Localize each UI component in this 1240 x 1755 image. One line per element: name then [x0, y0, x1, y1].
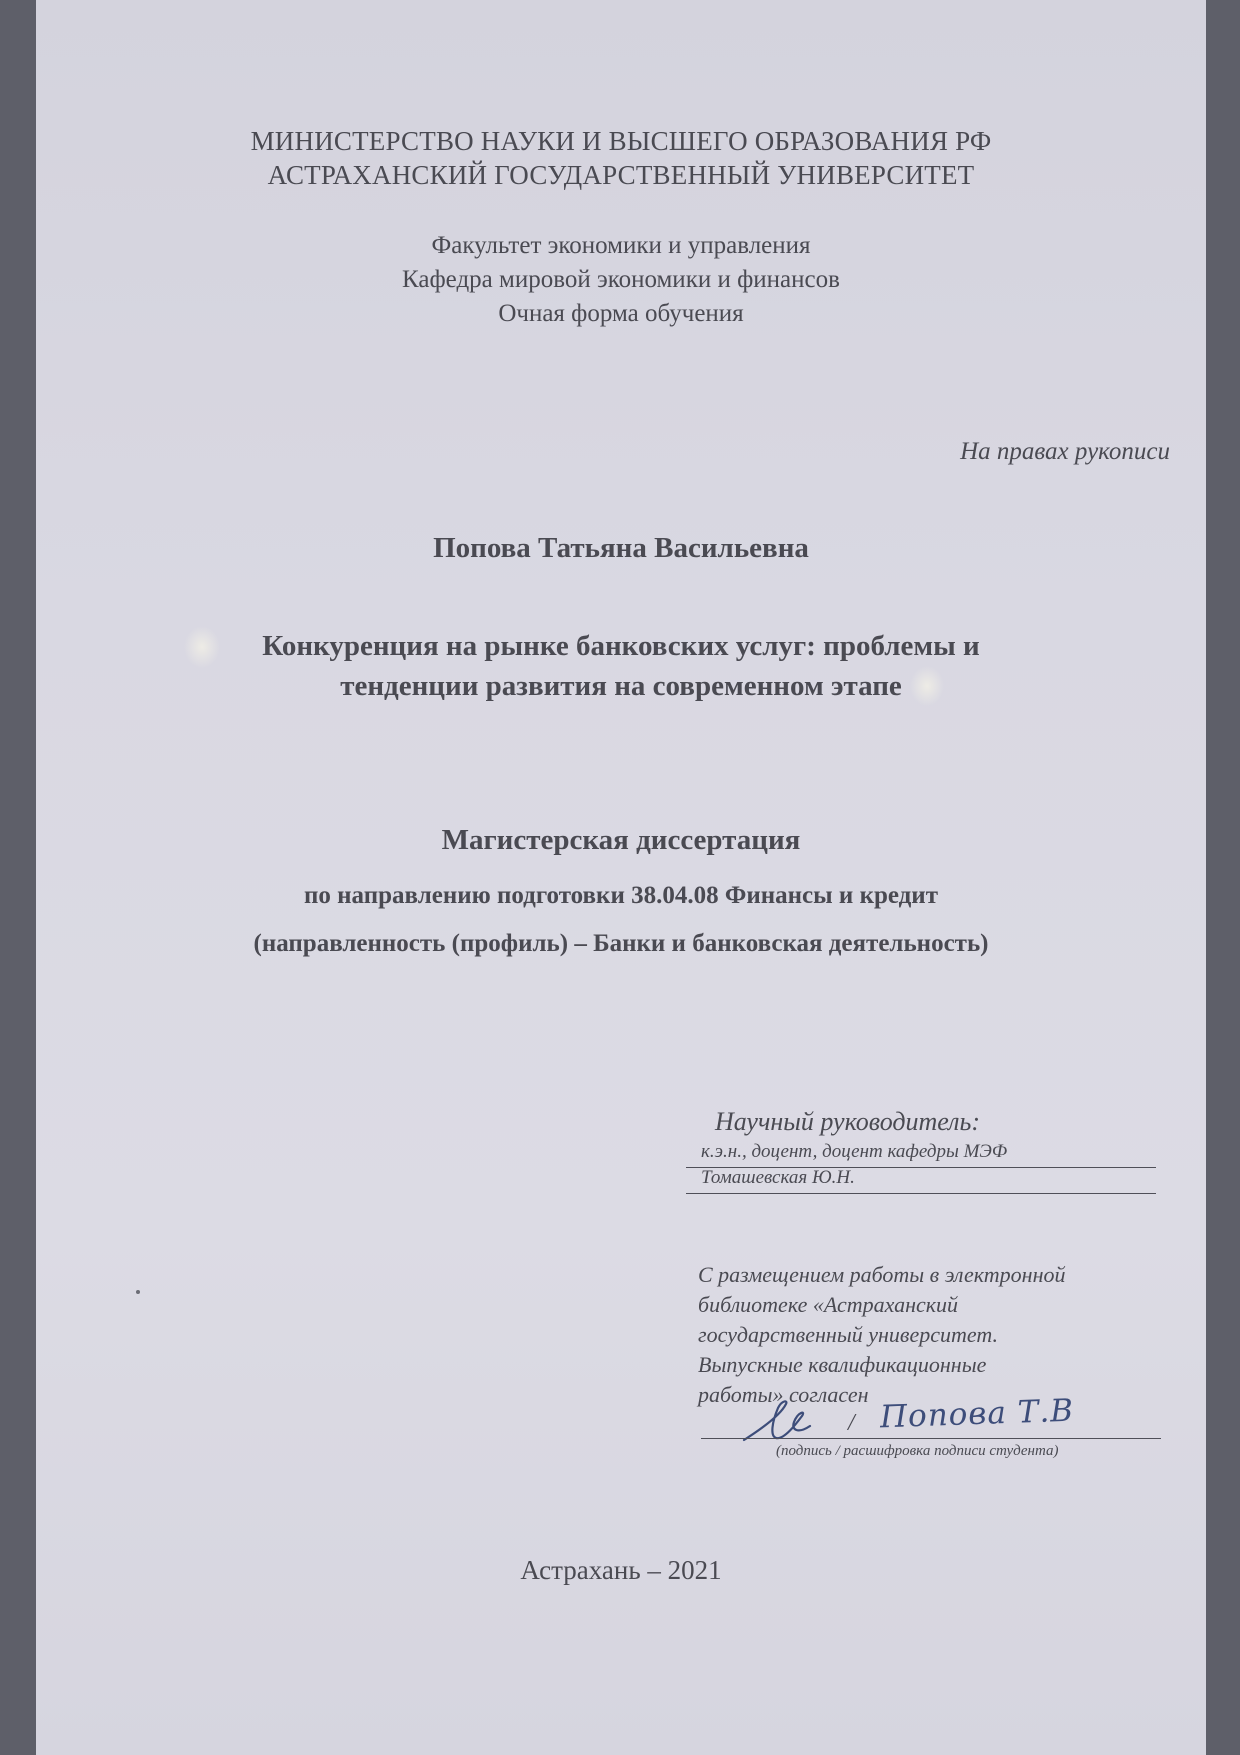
consent-line: библиотеке «Астраханский [698, 1292, 959, 1317]
document-page [36, 0, 1206, 1755]
consent-line: работы» согласен [698, 1382, 869, 1407]
manuscript-note: На правах рукописи [960, 438, 1170, 465]
study-direction: по направлению подготовки 38.04.08 Финансы и кредит [304, 882, 938, 909]
study-profile: (направленность (профиль) – Банки и банковская деятельность) [253, 930, 989, 957]
supervisor-underline [686, 1193, 1156, 1194]
supervisor-degree: к.э.н., доцент, доцент кафедры МЭФ [701, 1141, 1008, 1162]
university-name: АСТРАХАНСКИЙ ГОСУДАРСТВЕННЫЙ УНИВЕРСИТЕТ [267, 160, 975, 190]
dust-speck [136, 1290, 140, 1294]
ministry-name: МИНИСТЕРСТВО НАУКИ И ВЫСШЕГО ОБРАЗОВАНИЯ РФ [250, 126, 992, 156]
thesis-title-line-1: Конкуренция на рынке банковских услуг: проблемы и [262, 630, 980, 662]
consent-line: Выпускные квалификационные [698, 1352, 987, 1377]
consent-line: государственный университет. [698, 1322, 998, 1347]
author-name: Попова Татьяна Васильевна [433, 532, 809, 564]
consent-line: С размещением работы в электронной [698, 1262, 1066, 1287]
thesis-title-line-2: тенденции развития на современном этапе [340, 670, 902, 702]
department-name: Кафедра мировой экономики и финансов [402, 266, 840, 293]
work-type: Магистерская диссертация [441, 824, 801, 856]
signature-handwritten-name: Попова Т.В [879, 1392, 1075, 1436]
city-year: Астрахань – 2021 [520, 1555, 722, 1585]
signature-line [701, 1438, 1161, 1439]
study-form: Очная форма обучения [498, 300, 744, 327]
supervisor-label: Научный руководитель: [715, 1107, 981, 1136]
supervisor-name: Томашевская Ю.Н. [701, 1167, 855, 1188]
signature-separator: / [848, 1410, 855, 1436]
publication-consent [698, 1260, 1168, 1410]
signature-caption: (подпись / расшифровка подписи студента) [776, 1443, 1059, 1459]
faculty-name: Факультет экономики и управления [431, 232, 811, 259]
